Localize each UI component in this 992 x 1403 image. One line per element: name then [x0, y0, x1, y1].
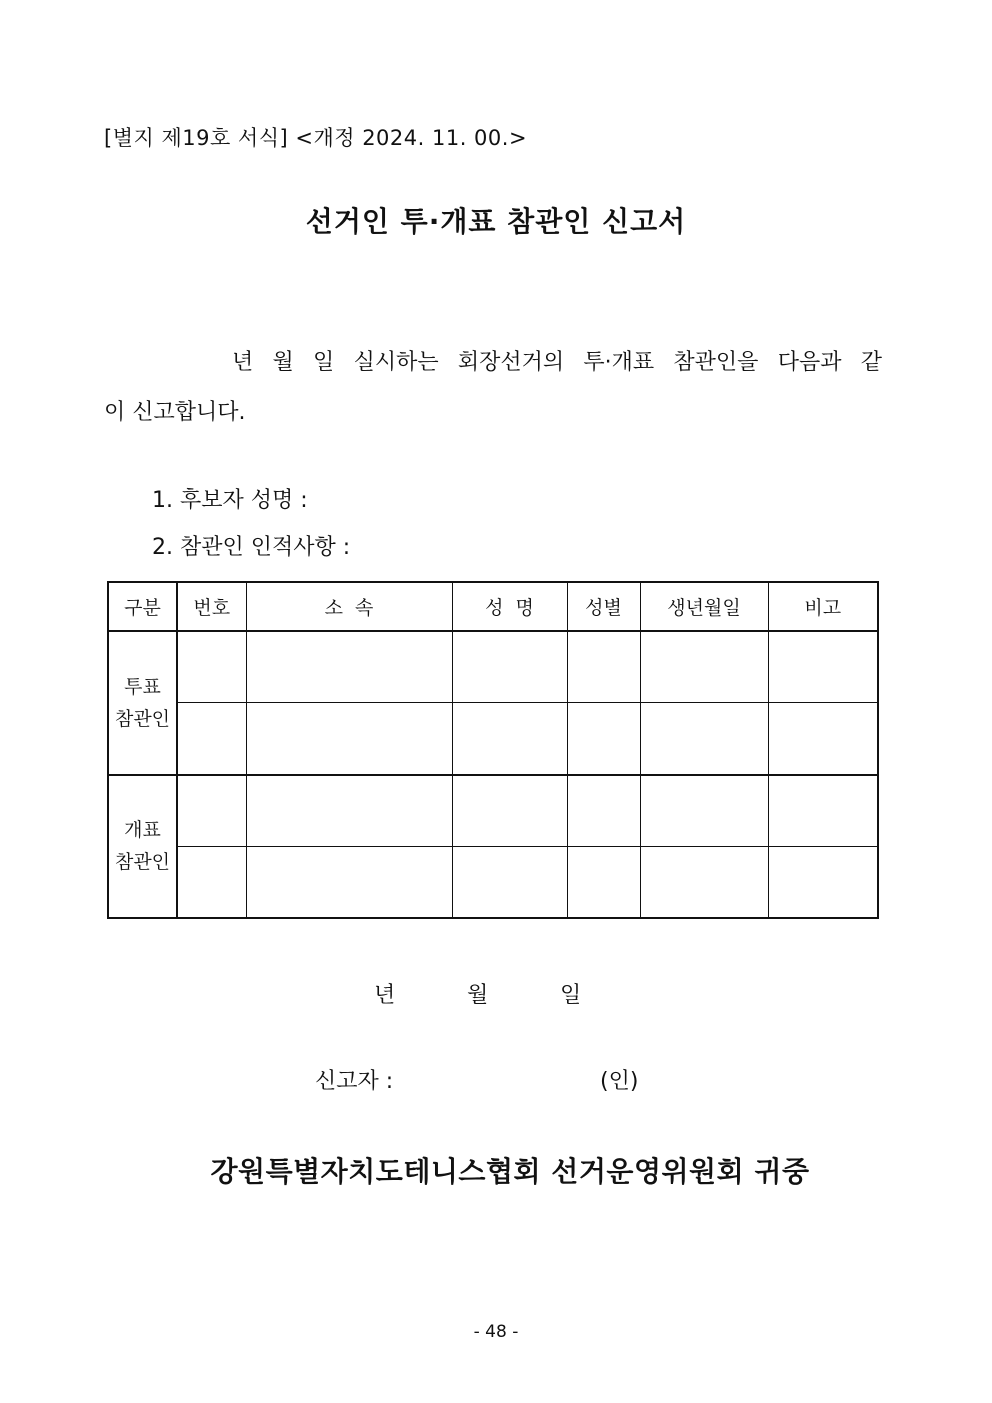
- birthdate-cell[interactable]: [640, 631, 768, 703]
- category-voting-observer: [108, 631, 177, 775]
- name-cell[interactable]: [452, 631, 567, 703]
- form-reference: [별지 제19호 서식] <개정 2024. 11. 00.>: [104, 126, 528, 150]
- remarks-cell[interactable]: [768, 846, 878, 918]
- header-number: 번호: [177, 582, 246, 631]
- intro-paragraph: [104, 338, 882, 438]
- date-year-label: 년: [374, 983, 396, 1008]
- affiliation-cell[interactable]: [246, 775, 452, 847]
- birthdate-cell[interactable]: [640, 846, 768, 918]
- table-row: [108, 846, 878, 918]
- remarks-cell[interactable]: [768, 775, 878, 847]
- remarks-cell[interactable]: [768, 703, 878, 775]
- affiliation-cell[interactable]: [246, 846, 452, 918]
- number-cell[interactable]: [177, 703, 246, 775]
- category-label: 참관인: [114, 707, 171, 730]
- seal-mark: (인): [600, 1069, 639, 1094]
- name-cell[interactable]: [452, 703, 567, 775]
- observer-info-item: 2. 참관인 인적사항 :: [152, 535, 351, 560]
- remarks-cell[interactable]: [768, 631, 878, 703]
- category-label: 참관인: [114, 851, 171, 874]
- number-cell[interactable]: [177, 631, 246, 703]
- category-label: 투표: [124, 675, 161, 698]
- birthdate-cell[interactable]: [640, 703, 768, 775]
- document-title: 선거인 투·개표 참관인 신고서: [305, 205, 687, 238]
- candidate-name-item: 1. 후보자 성명 :: [152, 488, 308, 513]
- affiliation-cell[interactable]: [246, 631, 452, 703]
- date-month-label: 월: [467, 983, 489, 1008]
- category-label: 개표: [124, 819, 161, 842]
- header-name: 성 명: [452, 582, 567, 631]
- birthdate-cell[interactable]: [640, 775, 768, 847]
- gender-cell[interactable]: [567, 846, 640, 918]
- number-cell[interactable]: [177, 775, 246, 847]
- affiliation-cell[interactable]: [246, 703, 452, 775]
- table-row: [108, 631, 878, 703]
- date-day-label: 일: [560, 983, 582, 1008]
- table-row: [108, 703, 878, 775]
- table-header-row: [108, 582, 878, 631]
- name-cell[interactable]: [452, 846, 567, 918]
- name-cell[interactable]: [452, 775, 567, 847]
- category-counting-observer: [108, 775, 177, 919]
- intro-line-1: 년 월 일 실시하는 회장선거의 투·개표 참관인을 다음과 같: [232, 350, 882, 375]
- intro-line-2: 이 신고합니다.: [104, 400, 246, 425]
- table-row: [108, 775, 878, 847]
- header-remarks: 비고: [768, 582, 878, 631]
- page-number: - 48 -: [473, 1322, 519, 1342]
- header-gender: 성별: [567, 582, 640, 631]
- addressee: 강원특별자치도테니스협회 선거운영위원회 귀중: [210, 1155, 810, 1188]
- number-cell[interactable]: [177, 846, 246, 918]
- reporter-label: 신고자 :: [315, 1069, 394, 1094]
- observer-table: [107, 581, 879, 919]
- gender-cell[interactable]: [567, 703, 640, 775]
- header-category: 구분: [108, 582, 177, 631]
- gender-cell[interactable]: [567, 775, 640, 847]
- gender-cell[interactable]: [567, 631, 640, 703]
- header-affiliation: 소 속: [246, 582, 452, 631]
- header-birthdate: 생년월일: [640, 582, 768, 631]
